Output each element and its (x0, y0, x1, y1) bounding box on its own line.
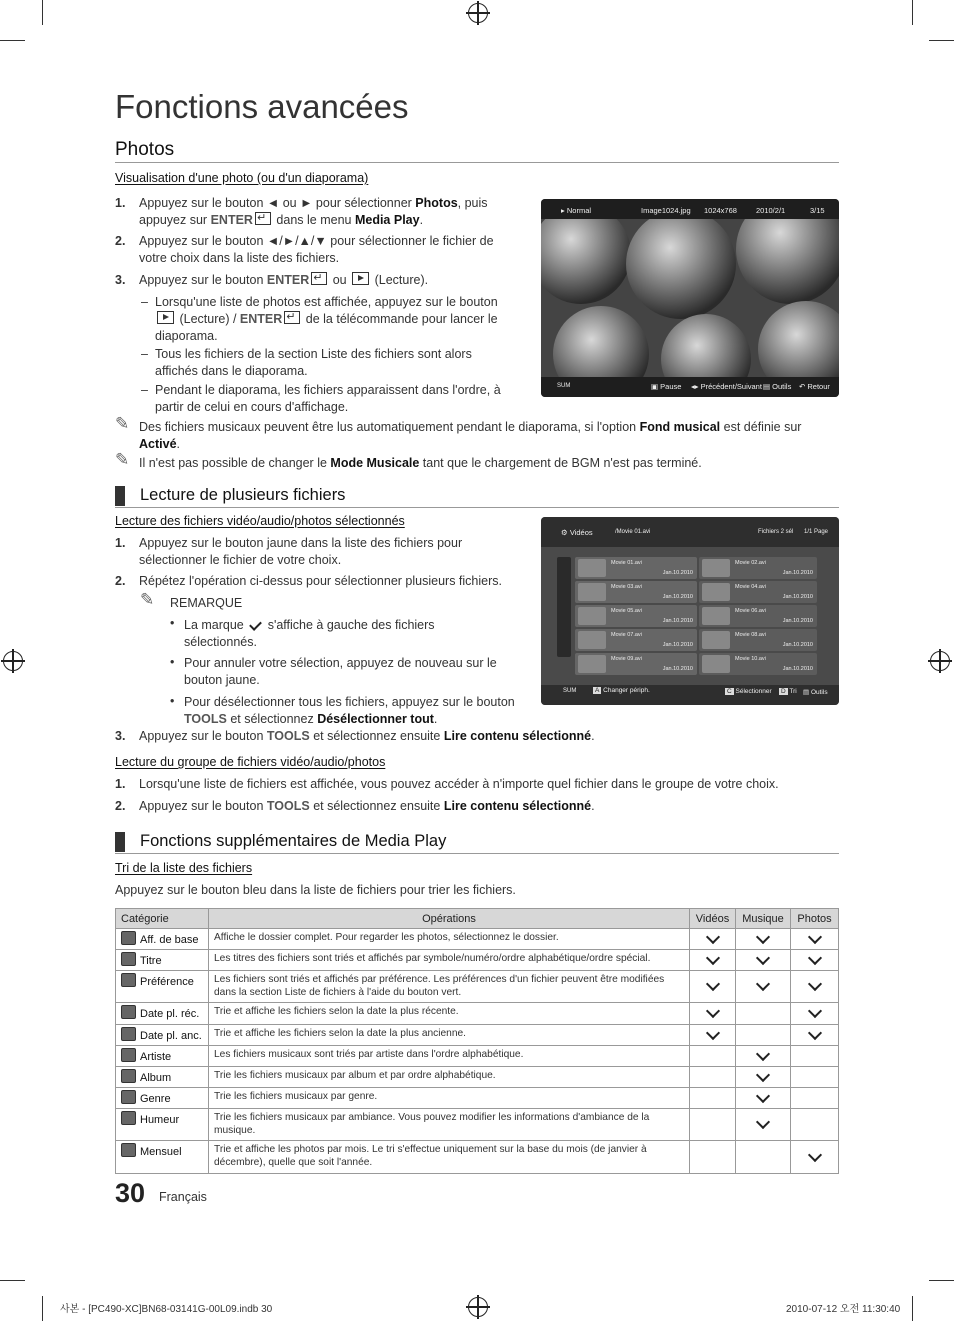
support-cell (690, 1003, 736, 1025)
enter-icon (255, 212, 271, 225)
category-cell: Titre (116, 950, 209, 971)
tools-hint: ▤ Outils (803, 689, 828, 696)
category-cell: Humeur (116, 1109, 209, 1141)
step-number: 1. (115, 777, 126, 791)
table-row (116, 1088, 839, 1109)
support-cell (736, 1088, 791, 1109)
check-icon (807, 1004, 821, 1018)
note-text: Il n'est pas possible de changer le Mode Musicale tant que le chargement de BGM n'est pas terminé. (139, 456, 702, 470)
nav-hint: ◂▸ Précédent/Suivant (691, 382, 762, 391)
category-cell: Genre (116, 1088, 209, 1109)
category-icon (121, 931, 136, 945)
category-cell: Date pl. réc. (116, 1003, 209, 1025)
registration-mark-icon (3, 651, 23, 671)
category-icon (121, 1005, 136, 1019)
apples-photo (541, 219, 839, 377)
check-icon (756, 1046, 770, 1060)
check-icon (756, 1115, 770, 1129)
date: 2010/2/1 (756, 206, 786, 215)
page-title: Fonctions avancées (115, 88, 409, 125)
section-rule (115, 507, 839, 508)
check-icon (807, 977, 821, 991)
support-cell (690, 1088, 736, 1109)
note-pencil-icon: ✎ (140, 590, 155, 609)
film-icon (702, 607, 730, 625)
sum-label: SUM (563, 688, 577, 694)
dash-item: Tous les fichiers de la section Liste des fichiers sont alors affichés dans le diaporama. (155, 347, 472, 378)
category-icon (121, 1090, 136, 1104)
check-icon (705, 1004, 719, 1018)
selected-count: Fichiers 2 sél (758, 529, 794, 535)
support-cell (791, 971, 839, 1003)
step-number: 1. (115, 196, 126, 210)
note-pencil-icon: ✎ (115, 450, 130, 469)
step-number: 2. (115, 574, 126, 588)
category-cell: Date pl. anc. (116, 1025, 209, 1046)
category-cell: Album (116, 1067, 209, 1088)
note-pencil-icon: ✎ (115, 414, 130, 433)
tools-hint: ▤ Outils (763, 382, 792, 391)
sort-table (115, 908, 839, 1174)
table-row (116, 1003, 839, 1025)
check-icon (756, 950, 770, 964)
subheading-view-photo: Visualisation d'une photo (ou d'un diaporama) (115, 171, 369, 185)
step-number: 3. (115, 273, 126, 287)
photo-viewer-screenshot (541, 199, 839, 397)
category-cell: Préférence (116, 971, 209, 1003)
step-number: 2. (115, 234, 126, 248)
file-tile[interactable]: Movie 10.avi Jan.10.2010 (699, 653, 817, 675)
step-text: Appuyez sur le bouton TOOLS et sélectionnez ensuite Lire contenu sélectionné. (139, 729, 595, 743)
operation-cell: Les titres des fichiers sont triés et affichés par symbole/numéro/ordre alphabétique/ordre spécial. (209, 950, 690, 971)
registration-mark-icon (468, 1297, 488, 1317)
step-number: 2. (115, 799, 126, 813)
counter: 3/15 (810, 206, 825, 215)
table-row (116, 929, 839, 950)
check-icon (705, 929, 719, 943)
bullet-item: Pour désélectionner tous les fichiers, appuyez sur le bouton TOOLS et sélectionnez Désélectionner tout. (184, 695, 515, 726)
category-icon (121, 1111, 136, 1125)
category-icon (121, 1027, 136, 1041)
operation-cell: Trie et affiche les photos par mois. Le tri s'effectue uniquement sur la base du mois (de janvier à décembre), quelle que soit l'année. (209, 1141, 690, 1174)
file-name: Image1024.jpg (641, 206, 691, 215)
subheading-sort: Tri de la liste des fichiers (115, 861, 253, 875)
support-cell (736, 1025, 791, 1046)
support-cell (736, 1067, 791, 1088)
check-icon (705, 950, 719, 964)
support-cell (791, 1003, 839, 1025)
check-icon (807, 950, 821, 964)
section-rule (115, 853, 839, 854)
file-list-screenshot (541, 517, 839, 705)
intro-text: Appuyez sur le bouton bleu dans la liste de fichiers pour trier les fichiers. (115, 883, 516, 897)
support-cell (791, 929, 839, 950)
film-icon (578, 631, 606, 649)
support-cell (791, 1088, 839, 1109)
section-bar (115, 486, 125, 506)
step-text: Appuyez sur le bouton jaune dans la liste des fichiers pour sélectionner le fichier de votre choix. (139, 536, 463, 567)
table-row (116, 971, 839, 1003)
checkmark-icon (249, 618, 262, 631)
film-icon (702, 631, 730, 649)
device-hint: A Changer périph. (595, 687, 650, 694)
play-icon (157, 311, 174, 324)
support-cell (736, 971, 791, 1003)
film-icon (578, 607, 606, 625)
page-number: 30 (115, 1178, 146, 1208)
category-sidebar (557, 557, 571, 657)
support-cell (736, 1141, 791, 1174)
header-operations: Opérations (209, 909, 690, 929)
support-cell (690, 929, 736, 950)
film-icon (702, 559, 730, 577)
step-number: 3. (115, 729, 126, 743)
category-cell: Mensuel (116, 1141, 209, 1174)
registration-mark-icon (930, 651, 950, 671)
film-icon (578, 583, 606, 601)
check-icon (756, 1088, 770, 1102)
step-text: Appuyez sur le bouton TOOLS et sélectionnez ensuite Lire contenu sélectionné. (139, 799, 595, 813)
check-icon (705, 1025, 719, 1039)
note-text: Des fichiers musicaux peuvent être lus automatiquement pendant le diaporama, si l'option Fond musical est définie sur Activé. (139, 420, 802, 451)
support-cell (791, 1067, 839, 1088)
check-icon (807, 1147, 821, 1161)
category-icon (121, 1048, 136, 1062)
table-row (116, 1141, 839, 1174)
page-indicator: 1/1 Page (804, 529, 829, 535)
step-text: Répétez l'opération ci-dessus pour sélectionner plusieurs fichiers. (139, 574, 502, 588)
enter-icon (284, 311, 300, 324)
support-cell (736, 950, 791, 971)
support-cell (690, 1046, 736, 1067)
section-title-media-play: Fonctions supplémentaires de Media Play (140, 832, 447, 850)
step-text: Appuyez sur le bouton ◄/►/▲/▼ pour sélectionner le fichier de votre choix dans la liste des fichiers. (139, 234, 494, 265)
category-cell: Aff. de base (116, 929, 209, 950)
file-tile[interactable]: Movie 09.avi Jan.10.2010 (575, 653, 697, 675)
film-icon (578, 655, 606, 673)
check-icon (756, 929, 770, 943)
section-rule (115, 162, 839, 163)
file-tile[interactable]: Movie 03.avi Jan.10.2010 (575, 581, 697, 603)
check-icon (807, 1025, 821, 1039)
check-icon (705, 977, 719, 991)
step-number: 1. (115, 536, 126, 550)
header-videos: Vidéos (690, 909, 736, 929)
resolution: 1024x768 (704, 206, 737, 215)
operation-cell: Trie et affiche les fichiers selon la date la plus ancienne. (209, 1025, 690, 1046)
section-title-photos: Photos (115, 139, 175, 160)
operation-cell: Trie les fichiers musicaux par ambiance. Vous pouvez modifier les informations d'ambiance de la musique. (209, 1109, 690, 1141)
table-row (116, 950, 839, 971)
print-info-right: 2010-07-12 오전 11:30:40 (786, 1304, 901, 1315)
file-tile[interactable]: Movie 08.avi Jan.10.2010 (699, 629, 817, 651)
subheading-group-files: Lecture du groupe de fichiers vidéo/audio/photos (115, 755, 386, 769)
play-icon (352, 272, 369, 285)
support-cell (791, 1109, 839, 1141)
support-cell (736, 929, 791, 950)
table-row (116, 1046, 839, 1067)
category-icon (121, 973, 136, 987)
check-icon (756, 977, 770, 991)
operation-cell: Les fichiers sont triés et affichés par préférence. Les préférences d'un fichier peuvent être modifiées dans la section Liste de fichiers à l'aide du bouton vert. (209, 971, 690, 1003)
film-icon (702, 583, 730, 601)
support-cell (736, 1046, 791, 1067)
table-row (116, 1025, 839, 1046)
file-tile[interactable]: Movie 05.avi Jan.10.2010 (575, 605, 697, 627)
support-cell (736, 1003, 791, 1025)
support-cell (690, 1109, 736, 1141)
category-icon (121, 1143, 136, 1157)
support-cell (791, 950, 839, 971)
operation-cell: Trie les fichiers musicaux par genre. (209, 1088, 690, 1109)
category-label: ⚙ Vidéos (561, 528, 593, 537)
film-icon (702, 655, 730, 673)
registration-mark-icon (468, 3, 488, 23)
subheading-selected-files: Lecture des fichiers vidéo/audio/photos sélectionnés (115, 514, 405, 528)
header-music: Musique (736, 909, 791, 929)
category-icon (121, 952, 136, 966)
play-mode-indicator: ▸ Normal (561, 206, 592, 215)
support-cell (690, 1067, 736, 1088)
step-text: Appuyez sur le bouton ENTER↵ ou (Lecture). (139, 272, 514, 289)
section-bar (115, 832, 125, 852)
dash-item: Lorsqu'une liste de photos est affichée, appuyez sur le bouton (Lecture) / ENTER↵ de la télécommande pour lancer le diaporama. (155, 294, 515, 345)
step-text: Lorsqu'une liste de fichiers est affichée, vous pouvez accéder à n'importe quel fichier dans le groupe de votre choix. (139, 777, 779, 791)
film-icon (578, 559, 606, 577)
support-cell (791, 1046, 839, 1067)
header-category: Catégorie (116, 909, 209, 929)
print-info-left: 사본 - [PC490-XC]BN68-03141G-00L09.indb 30 (60, 1304, 273, 1315)
file-tile[interactable]: Movie 06.avi Jan.10.2010 (699, 605, 817, 627)
file-tile[interactable]: Movie 02.avi Jan.10.2010 (699, 557, 817, 579)
file-tile[interactable]: Movie 01.avi Jan.10.2010 (575, 557, 697, 579)
table-row (116, 1067, 839, 1088)
select-hint: C Sélectionner (727, 688, 772, 695)
language-label: Français (159, 1190, 207, 1204)
remark-label: REMARQUE (170, 596, 243, 610)
back-hint: ↶ Retour (799, 382, 830, 391)
enter-icon (311, 272, 327, 285)
header-photos: Photos (791, 909, 839, 929)
step-text: Appuyez sur le bouton ◄ ou ► pour sélectionner Photos, puis appuyez sur ENTER↵ dans le menu Media Play. (139, 195, 514, 229)
sum-label: SUM (557, 383, 571, 389)
table-row (116, 1109, 839, 1141)
category-icon (121, 1069, 136, 1083)
support-cell (736, 1109, 791, 1141)
section-title-multiple-files: Lecture de plusieurs fichiers (140, 486, 346, 504)
pause-hint: ▣ Pause (651, 382, 682, 391)
check-icon (756, 1067, 770, 1081)
support-cell (791, 1141, 839, 1174)
operation-cell: Trie et affiche les fichiers selon la date la plus récente. (209, 1003, 690, 1025)
check-icon (807, 929, 821, 943)
operation-cell: Affiche le dossier complet. Pour regarder les photos, sélectionnez le dossier. (209, 929, 690, 950)
support-cell (690, 950, 736, 971)
bullet-item: La marque s'affiche à gauche des fichiers sélectionnés. (184, 618, 435, 649)
support-cell (791, 1025, 839, 1046)
support-cell (690, 1141, 736, 1174)
file-tile[interactable]: Movie 04.avi Jan.10.2010 (699, 581, 817, 603)
operation-cell: Les fichiers musicaux sont triés par artiste dans l'ordre alphabétique. (209, 1046, 690, 1067)
support-cell (690, 1025, 736, 1046)
bullet-item: Pour annuler votre sélection, appuyez de nouveau sur le bouton jaune. (184, 656, 497, 687)
support-cell (690, 971, 736, 1003)
file-tile[interactable]: Movie 07.avi Jan.10.2010 (575, 629, 697, 651)
sort-hint: D Tri (781, 688, 797, 695)
category-cell: Artiste (116, 1046, 209, 1067)
operation-cell: Trie les fichiers musicaux par album et par ordre alphabétique. (209, 1067, 690, 1088)
current-path: /Movie 01.avi (615, 529, 651, 535)
dash-item: Pendant le diaporama, les fichiers apparaissent dans l'ordre, à partir de celui en cours d'affichage. (155, 383, 501, 414)
